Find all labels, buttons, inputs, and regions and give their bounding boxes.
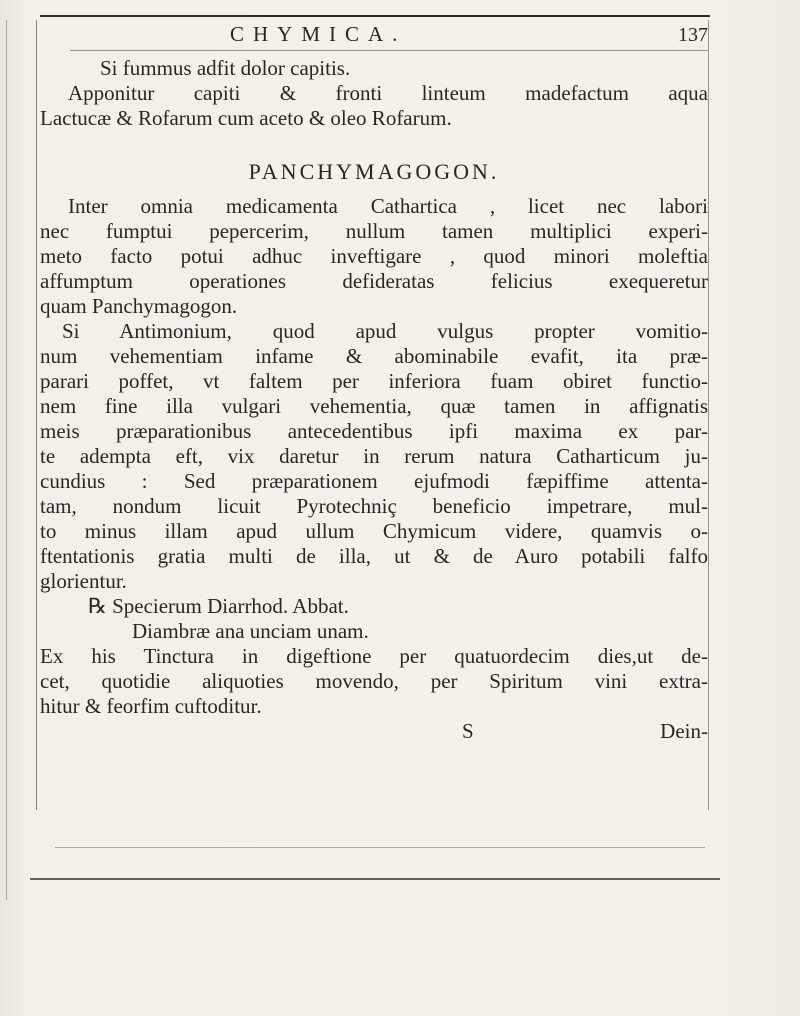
catchword: Dein- xyxy=(660,719,708,743)
right-frame-rule xyxy=(708,20,709,810)
text-line: nem fine illa vulgari vehementia, quæ tamen in affignatis xyxy=(40,394,708,418)
text-line: Apponitur capiti & fronti linteum madefactum aqua xyxy=(68,81,708,105)
running-head xyxy=(40,22,710,50)
text-line: Si Antimonium, quod apud vulgus propter vomitio- xyxy=(62,319,708,343)
top-frame-rule xyxy=(40,15,710,17)
text-line: tam, nondum licuit Pyrotechniç beneficio impetrare, mul- xyxy=(40,494,708,518)
spacer xyxy=(40,131,708,150)
page-text xyxy=(40,56,708,744)
text-line: cundius : Sed præparationem ejufmodi fæpiffime attenta- xyxy=(40,469,708,493)
page-edge-shadow xyxy=(6,20,7,900)
running-title: CHYMICA. xyxy=(230,22,407,46)
text-line: parari poffet, vt faltem per inferiora fuam obiret functio- xyxy=(40,369,708,393)
text-line: to minus illam apud ullum Chymicum videre, quamvis o- xyxy=(40,519,708,543)
text-line: glorientur. xyxy=(40,569,127,593)
left-frame-rule xyxy=(36,20,37,810)
recipe-line: Diambræ ana unciam unam. xyxy=(132,619,369,643)
bottom-page-edge xyxy=(30,878,720,880)
text-line: meis præparationibus antecedentibus ipfi maxima ex par- xyxy=(40,419,708,443)
text-line: Si fummus adfit dolor capitis. xyxy=(100,56,351,80)
text-line: cet, quotidie aliquoties movendo, per Spiritum vini extra- xyxy=(40,669,708,693)
text-line: ftentationis gratia multi de illa, ut & de Auro potabili falfo xyxy=(40,544,708,568)
text-line: Ex his Tinctura in digeftione per quatuordecim dies,ut de- xyxy=(40,644,708,668)
text-line: meto facto potui adhuc inveftigare , quod minori moleftia xyxy=(40,244,708,268)
text-line: quam Panchymagogon. xyxy=(40,294,238,318)
signature-line xyxy=(40,719,708,744)
text-line: affumptum operationes defideratas felicius exequeretur xyxy=(40,269,708,293)
text-line: num vehementiam infame & abominabile evafit, ita præ- xyxy=(40,344,708,368)
text-line: Inter omnia medicamenta Cathartica , licet nec labori xyxy=(68,194,708,218)
section-heading: PANCHYMAGOGON. xyxy=(248,159,500,184)
signature-mark: S xyxy=(462,719,474,743)
page-number: 137 xyxy=(678,24,708,46)
text-line: hitur & feorfim cuftoditur. xyxy=(40,694,262,718)
text-line: Lactucæ & Rofarum cum aceto & oleo Rofarum. xyxy=(40,106,452,130)
text-line: te adempta eft, vix daretur in rerum natura Catharticum ju- xyxy=(40,444,708,468)
recipe-line: ℞ Specierum Diarrhod. Abbat. xyxy=(88,594,349,618)
bottom-frame-rule xyxy=(55,847,705,848)
text-line: nec fumptui pepercerim, nullum tamen multiplici experi- xyxy=(40,219,708,243)
header-rule xyxy=(70,50,708,51)
